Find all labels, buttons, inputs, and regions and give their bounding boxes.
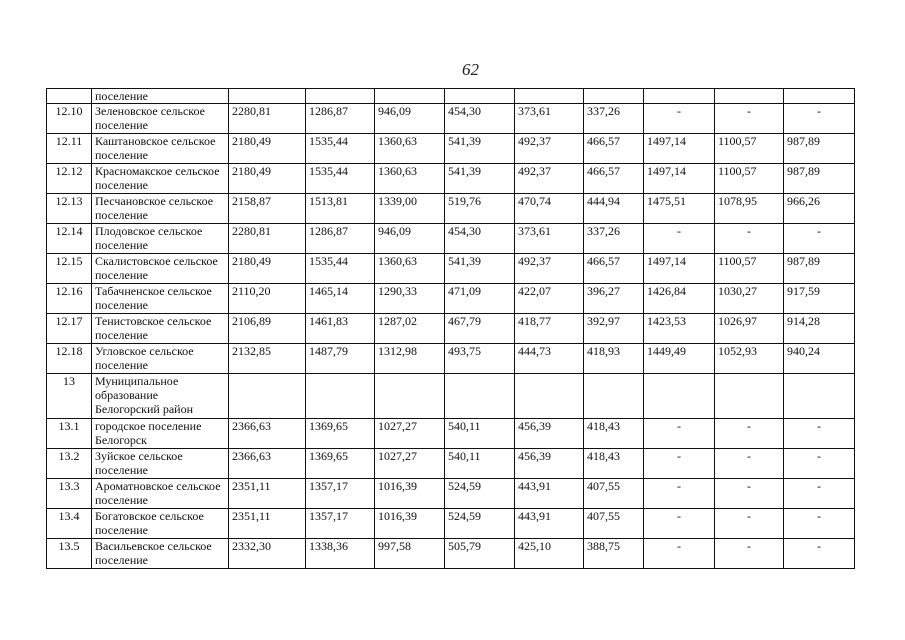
value-cell: - <box>644 449 715 479</box>
row-number-cell: 12.14 <box>47 224 92 254</box>
settlement-name-cell: Каштановское сельское поселение <box>92 134 229 164</box>
value-cell: 519,76 <box>445 194 515 224</box>
value-cell: 917,59 <box>784 284 855 314</box>
table-row <box>47 224 855 254</box>
value-cell: 1016,39 <box>375 479 445 509</box>
row-number-cell: 12.17 <box>47 314 92 344</box>
value-cell: 1027,27 <box>375 449 445 479</box>
value-cell: 425,10 <box>515 539 584 569</box>
table-row <box>47 449 855 479</box>
value-cell: 2158,87 <box>229 194 306 224</box>
value-cell: 492,37 <box>515 254 584 284</box>
value-cell <box>784 374 855 419</box>
value-cell: 2366,63 <box>229 419 306 449</box>
value-cell: 987,89 <box>784 164 855 194</box>
row-number-cell: 13.4 <box>47 509 92 539</box>
value-cell: 470,74 <box>515 194 584 224</box>
value-cell: 1369,65 <box>306 449 375 479</box>
value-cell: 407,55 <box>584 509 644 539</box>
value-cell: 418,43 <box>584 449 644 479</box>
value-cell: 505,79 <box>445 539 515 569</box>
row-number-cell: 13.1 <box>47 419 92 449</box>
value-cell: 418,77 <box>515 314 584 344</box>
table-row <box>47 314 855 344</box>
value-cell: 1052,93 <box>715 344 784 374</box>
value-cell: 444,94 <box>584 194 644 224</box>
value-cell: 2351,11 <box>229 479 306 509</box>
row-number-cell: 12.18 <box>47 344 92 374</box>
value-cell: 337,26 <box>584 224 644 254</box>
value-cell: 1287,02 <box>375 314 445 344</box>
value-cell: - <box>644 509 715 539</box>
row-number-cell: 13.5 <box>47 539 92 569</box>
value-cell: 443,91 <box>515 479 584 509</box>
value-cell <box>644 89 715 104</box>
value-cell: 2180,49 <box>229 254 306 284</box>
value-cell <box>644 374 715 419</box>
value-cell: 454,30 <box>445 104 515 134</box>
value-cell: 1016,39 <box>375 509 445 539</box>
value-cell: 1475,51 <box>644 194 715 224</box>
row-number-cell: 13.3 <box>47 479 92 509</box>
row-number-cell: 12.10 <box>47 104 92 134</box>
table-row <box>47 134 855 164</box>
value-cell: 2351,11 <box>229 509 306 539</box>
value-cell: 407,55 <box>584 479 644 509</box>
value-cell: 418,93 <box>584 344 644 374</box>
value-cell: 444,73 <box>515 344 584 374</box>
value-cell: 946,09 <box>375 224 445 254</box>
value-cell: 541,39 <box>445 164 515 194</box>
value-cell: 388,75 <box>584 539 644 569</box>
value-cell: 1290,33 <box>375 284 445 314</box>
table-row <box>47 164 855 194</box>
value-cell: 1535,44 <box>306 134 375 164</box>
value-cell: 456,39 <box>515 449 584 479</box>
settlement-name-cell: Муниципальное образование Белогорский район <box>92 374 229 419</box>
value-cell: - <box>715 419 784 449</box>
row-number-cell: 12.12 <box>47 164 92 194</box>
value-cell: 1360,63 <box>375 134 445 164</box>
value-cell: 1487,79 <box>306 344 375 374</box>
value-cell: - <box>784 224 855 254</box>
row-number-cell: 12.13 <box>47 194 92 224</box>
settlement-name-cell: Тенистовское сельское поселение <box>92 314 229 344</box>
value-cell: 396,27 <box>584 284 644 314</box>
value-cell: 466,57 <box>584 134 644 164</box>
value-cell: 2110,20 <box>229 284 306 314</box>
value-cell: 987,89 <box>784 254 855 284</box>
value-cell: 454,30 <box>445 224 515 254</box>
settlement-name-cell: Табачненское сельское поселение <box>92 284 229 314</box>
value-cell: 2332,30 <box>229 539 306 569</box>
table-row <box>47 479 855 509</box>
value-cell: 524,59 <box>445 479 515 509</box>
value-cell: 1078,95 <box>715 194 784 224</box>
value-cell: 492,37 <box>515 134 584 164</box>
value-cell: 1513,81 <box>306 194 375 224</box>
row-number-cell <box>47 89 92 104</box>
settlement-name-cell: городское поселение Белогорск <box>92 419 229 449</box>
value-cell: 1286,87 <box>306 224 375 254</box>
settlement-name-cell: Плодовское сельское поселение <box>92 224 229 254</box>
value-cell: - <box>715 104 784 134</box>
value-cell: 1357,17 <box>306 509 375 539</box>
value-cell: 471,09 <box>445 284 515 314</box>
value-cell: 1339,00 <box>375 194 445 224</box>
value-cell: - <box>784 479 855 509</box>
value-cell: 2132,85 <box>229 344 306 374</box>
value-cell: 1360,63 <box>375 164 445 194</box>
table-row <box>47 419 855 449</box>
value-cell: - <box>784 509 855 539</box>
value-cell: 1535,44 <box>306 164 375 194</box>
value-cell <box>229 374 306 419</box>
value-cell <box>306 89 375 104</box>
value-cell: - <box>784 104 855 134</box>
value-cell: 1026,97 <box>715 314 784 344</box>
value-cell: - <box>644 419 715 449</box>
table-row <box>47 509 855 539</box>
row-number-cell: 13.2 <box>47 449 92 479</box>
value-cell: 1286,87 <box>306 104 375 134</box>
value-cell <box>584 89 644 104</box>
value-cell: - <box>784 419 855 449</box>
value-cell: 1497,14 <box>644 164 715 194</box>
value-cell: 493,75 <box>445 344 515 374</box>
value-cell: 492,37 <box>515 164 584 194</box>
value-cell: 392,97 <box>584 314 644 344</box>
settlement-name-cell: Красномакское сельское поселение <box>92 164 229 194</box>
value-cell: 2180,49 <box>229 164 306 194</box>
value-cell: 1100,57 <box>715 164 784 194</box>
value-cell: 1312,98 <box>375 344 445 374</box>
value-cell <box>229 89 306 104</box>
table-row <box>47 254 855 284</box>
settlement-name-cell: Ароматновское сельское поселение <box>92 479 229 509</box>
table-row-continuation <box>47 89 855 104</box>
value-cell: 1465,14 <box>306 284 375 314</box>
settlement-name-cell: Скалистовское сельское поселение <box>92 254 229 284</box>
value-cell: 456,39 <box>515 419 584 449</box>
value-cell: 966,26 <box>784 194 855 224</box>
value-cell: - <box>644 539 715 569</box>
value-cell: 466,57 <box>584 164 644 194</box>
value-cell: 2106,89 <box>229 314 306 344</box>
settlement-name-cell: Васильевское сельское поселение <box>92 539 229 569</box>
value-cell: 1369,65 <box>306 419 375 449</box>
table-row <box>47 104 855 134</box>
value-cell: 373,61 <box>515 224 584 254</box>
table-row <box>47 539 855 569</box>
value-cell: 1100,57 <box>715 254 784 284</box>
value-cell: - <box>715 479 784 509</box>
value-cell <box>515 89 584 104</box>
value-cell: 2366,63 <box>229 449 306 479</box>
value-cell: 2180,49 <box>229 134 306 164</box>
value-cell: 914,28 <box>784 314 855 344</box>
value-cell: - <box>644 479 715 509</box>
settlement-name-cell: поселение <box>92 89 229 104</box>
value-cell: 1461,83 <box>306 314 375 344</box>
value-cell: 422,07 <box>515 284 584 314</box>
value-cell: 373,61 <box>515 104 584 134</box>
value-cell: 1426,84 <box>644 284 715 314</box>
value-cell <box>715 374 784 419</box>
value-cell: 1497,14 <box>644 134 715 164</box>
value-cell: 1360,63 <box>375 254 445 284</box>
table-row <box>47 194 855 224</box>
value-cell: - <box>715 449 784 479</box>
value-cell <box>375 89 445 104</box>
value-cell <box>515 374 584 419</box>
value-cell: 1357,17 <box>306 479 375 509</box>
value-cell: 466,57 <box>584 254 644 284</box>
page-number: 62 <box>462 60 479 79</box>
value-cell: 1100,57 <box>715 134 784 164</box>
value-cell: 540,11 <box>445 449 515 479</box>
value-cell: - <box>715 509 784 539</box>
settlement-name-cell: Зеленовское сельское поселение <box>92 104 229 134</box>
table-row <box>47 284 855 314</box>
table-row <box>47 344 855 374</box>
row-number-cell: 12.16 <box>47 284 92 314</box>
value-cell <box>715 89 784 104</box>
row-number-cell: 12.15 <box>47 254 92 284</box>
table-body <box>47 89 855 569</box>
value-cell: - <box>715 224 784 254</box>
tariff-table <box>46 88 855 569</box>
table-row <box>47 374 855 419</box>
row-number-cell: 13 <box>47 374 92 419</box>
value-cell: 987,89 <box>784 134 855 164</box>
settlement-name-cell: Зуйское сельское поселение <box>92 449 229 479</box>
value-cell: 1449,49 <box>644 344 715 374</box>
value-cell: 541,39 <box>445 134 515 164</box>
value-cell: 443,91 <box>515 509 584 539</box>
value-cell: - <box>644 104 715 134</box>
value-cell: - <box>644 224 715 254</box>
settlement-name-cell: Угловское сельское поселение <box>92 344 229 374</box>
value-cell: 524,59 <box>445 509 515 539</box>
value-cell: 2280,81 <box>229 224 306 254</box>
row-number-cell: 12.11 <box>47 134 92 164</box>
value-cell <box>375 374 445 419</box>
value-cell: 467,79 <box>445 314 515 344</box>
value-cell: 1423,53 <box>644 314 715 344</box>
value-cell: 337,26 <box>584 104 644 134</box>
value-cell: - <box>715 539 784 569</box>
value-cell: 418,43 <box>584 419 644 449</box>
value-cell <box>445 89 515 104</box>
value-cell: 1497,14 <box>644 254 715 284</box>
value-cell: 1027,27 <box>375 419 445 449</box>
value-cell: 2280,81 <box>229 104 306 134</box>
value-cell: 1030,27 <box>715 284 784 314</box>
value-cell: 997,58 <box>375 539 445 569</box>
value-cell: 540,11 <box>445 419 515 449</box>
value-cell: 940,24 <box>784 344 855 374</box>
value-cell: 946,09 <box>375 104 445 134</box>
value-cell: 1338,36 <box>306 539 375 569</box>
value-cell: 541,39 <box>445 254 515 284</box>
settlement-name-cell: Песчановское сельское поселение <box>92 194 229 224</box>
value-cell <box>784 89 855 104</box>
value-cell: 1535,44 <box>306 254 375 284</box>
value-cell: - <box>784 449 855 479</box>
settlement-name-cell: Богатовское сельское поселение <box>92 509 229 539</box>
value-cell <box>445 374 515 419</box>
value-cell: - <box>784 539 855 569</box>
value-cell <box>584 374 644 419</box>
value-cell <box>306 374 375 419</box>
